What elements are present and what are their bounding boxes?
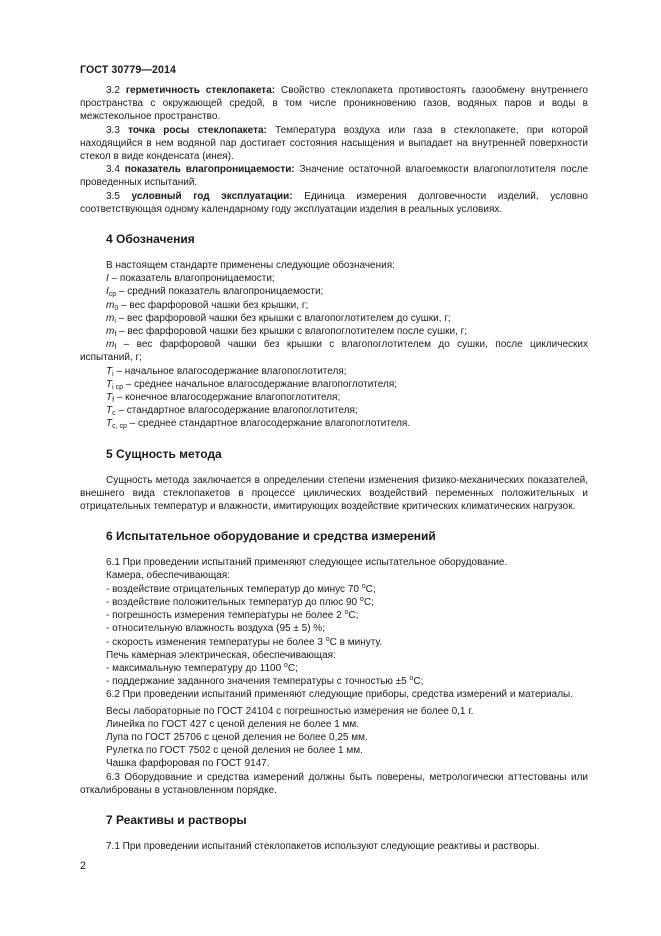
section-4-heading: 4 Обозначения	[106, 232, 195, 247]
section-5-text: Сущность метода заключается в определении степени изменения физико-механических показателей, внешнего вида стеклопакетов в процессе циклических воздействий переменных положительных и отрицательных температур и влажности, имитирующих воздействие критических климатических нагрузок.	[80, 474, 588, 513]
symbol-description: – вес фарфоровой чашки без крышки, г;	[118, 299, 309, 311]
page-body	[80, 84, 588, 853]
symbol-subscript: c	[112, 410, 116, 418]
symbol: m	[106, 312, 115, 324]
symbol-description: – среднее начальное влагосодержание влагопоглотителя;	[123, 378, 398, 390]
furnace-item	[80, 662, 588, 675]
symbol-item	[80, 312, 588, 325]
term-definition: Температура воздуха или газа в стеклопакете, при которой находящийся в нем водяной пар достигает состояния насыщения и выпадает на внутренней поверхности стекол в виде конденсата (инея).	[80, 124, 589, 163]
symbol: m	[106, 326, 115, 338]
symbol-subscript: f	[114, 344, 117, 352]
term-label: показатель влагопроницаемости:	[124, 164, 295, 176]
symbol-item	[80, 365, 588, 378]
term-definition: Свойство стеклопакета противостоять газообмену внутреннего пространства с окружающей средой, в том числе проникновению газов, водяных паров и воды в межстекольное пространство.	[80, 85, 588, 123]
term-number: 3.2	[106, 85, 120, 96]
symbol-subscript: ср	[108, 291, 117, 299]
term-label: точка росы стеклопакета:	[128, 124, 267, 136]
item-text: - поддержание заданного значения температуры с точностью ±5	[106, 676, 410, 688]
item-text: - максимальную температуру до 1100	[106, 662, 284, 674]
term-number: 3.5	[106, 190, 120, 202]
clause-7-1: 7.1 При проведении испытаний стеклопакетов используют следующие реактивы и растворы.	[106, 840, 540, 852]
symbol-description: – вес фарфоровой чашки без крышки с влагопоглотителем до сушки, г;	[115, 312, 451, 324]
instrument-item: Линейка по ГОСТ 427 с ценой деления не более 1 мм.	[106, 718, 360, 730]
item-unit: С в минуту.	[329, 636, 383, 648]
symbol: T	[106, 392, 113, 404]
camera-item	[80, 583, 588, 596]
symbol-subscript: f	[114, 331, 117, 339]
symbol-description: – средний показатель влагопроницаемости;	[116, 286, 324, 298]
term-3-4	[80, 163, 588, 189]
symbol: T	[106, 365, 113, 377]
term-definition: Значение остаточной влагоемкости влагопоглотителя после проведенных испытаний.	[80, 164, 589, 189]
term-number: 3.3	[106, 124, 120, 136]
item-unit: С;	[348, 610, 359, 622]
furnace-intro: Печь камерная электрическая, обеспечивающая:	[106, 649, 336, 661]
degree-mark: о	[344, 609, 349, 617]
camera-item	[80, 636, 588, 649]
symbol: m	[106, 299, 115, 311]
furnace-requirements	[80, 662, 588, 688]
item-unit: С;	[365, 583, 376, 595]
symbol-description: – стандартное влагосодержание влагопоглотителя;	[115, 405, 358, 417]
term-3-3	[80, 124, 588, 164]
degree-mark: о	[283, 661, 288, 669]
symbol: m	[106, 339, 115, 351]
degree-mark: о	[359, 595, 364, 603]
section-7-heading: 7 Реактивы и растворы	[106, 812, 247, 827]
symbol-item	[80, 404, 588, 417]
section-4-intro: В настоящем стандарте применены следующие обозначения:	[106, 260, 395, 272]
symbol-subscript: f	[112, 397, 115, 405]
symbol: T	[106, 418, 113, 430]
term-3-2	[80, 84, 588, 124]
symbol-subscript: i	[114, 317, 116, 325]
term-3-5	[80, 190, 588, 216]
section-6-heading: 6 Испытательное оборудование и средства измерений	[106, 529, 436, 544]
camera-intro: Камера, обеспечивающая:	[106, 570, 230, 582]
item-text: - воздействие отрицательных температур до минус 70	[106, 583, 362, 595]
page-number: 2	[80, 860, 86, 872]
symbol: T	[106, 378, 113, 390]
symbol-item	[80, 285, 588, 298]
clause-6-1: 6.1 При проведении испытаний применяют следующее испытательное оборудование.	[106, 557, 508, 569]
symbol: I	[106, 286, 109, 298]
camera-item	[80, 622, 588, 635]
camera-item	[80, 609, 588, 622]
symbol-description: – конечное влагосодержание влагопоглотителя;	[114, 392, 341, 404]
degree-mark: о	[361, 582, 366, 590]
symbol-item	[80, 325, 588, 338]
item-unit: С;	[363, 596, 374, 608]
symbol: T	[106, 405, 113, 417]
symbol-description: – начальное влагосодержание влагопоглотителя;	[113, 365, 347, 377]
symbol-description: – показатель влагопроницаемости;	[108, 273, 275, 285]
document-code: ГОСТ 30779—2014	[80, 64, 177, 76]
symbol-subscript: i ср	[112, 383, 124, 391]
instrument-item: Лупа по ГОСТ 25706 с ценой деления не более 0,25 мм.	[106, 731, 368, 743]
item-unit: С;	[413, 676, 424, 688]
item-text: - скорость изменения температуры не более 3	[106, 636, 326, 648]
item-text: - погрешность измерения температуры не более 2	[106, 610, 345, 622]
camera-requirements	[80, 583, 588, 649]
symbol-description: – вес фарфоровой чашки без крышки с влагопоглотителем после сушки, г;	[116, 326, 468, 338]
symbol-item	[80, 299, 588, 312]
term-label: герметичность стеклопакета:	[125, 85, 276, 96]
symbols-list	[80, 272, 588, 430]
instruments-list	[80, 705, 588, 771]
camera-item	[80, 596, 588, 609]
degree-mark: о	[325, 635, 330, 643]
clause-6-2: 6.2 При проведении испытаний применяют следующие приборы, средства измерений и материалы.	[106, 689, 574, 701]
item-text: - воздействие положительных температур до плюс 90	[106, 596, 360, 608]
term-definition: Единица измерения долговечности изделий, условно соответствующая одному календарному году эксплуатации изделия в реальных условиях.	[80, 190, 588, 215]
furnace-item	[80, 675, 588, 688]
symbol-subscript: c, ср	[112, 423, 127, 431]
term-number: 3.4	[106, 164, 120, 176]
section-5-heading: 5 Сущность метода	[106, 446, 222, 461]
instrument-item: Чашка фарфоровая по ГОСТ 9147.	[106, 758, 270, 770]
symbol-description: – среднее стандартное влагосодержание влагопоглотителя.	[126, 418, 411, 430]
instrument-item: Рулетка по ГОСТ 7502 с ценой деления не более 1 мм.	[106, 745, 363, 757]
symbol-subscript: i	[112, 370, 114, 378]
instrument-item: Весы лабораторные по ГОСТ 24104 с погрешностью измерения не более 0,1 г.	[106, 705, 474, 717]
symbol-description: – вес фарфоровой чашки без крышки с влагопоглотителем до сушки, после циклических испытаний, г;	[80, 339, 588, 364]
item-unit: С;	[287, 662, 298, 674]
symbol-item	[80, 417, 588, 430]
symbol-item	[80, 338, 588, 364]
symbol-item	[80, 378, 588, 391]
symbol-item	[80, 391, 588, 404]
degree-mark: о	[409, 675, 414, 683]
item-text: - относительную влажность воздуха (95 ± 5) %;	[106, 623, 325, 635]
symbol-item	[80, 272, 588, 285]
term-label: условный год эксплуатации:	[131, 190, 293, 202]
symbol-subscript: 0	[114, 304, 119, 312]
symbol: I	[106, 273, 109, 285]
clause-6-3: 6.3 Оборудование и средства измерений должны быть поверены, метрологически аттестованы или откалиброваны в установленном порядке.	[80, 771, 588, 796]
